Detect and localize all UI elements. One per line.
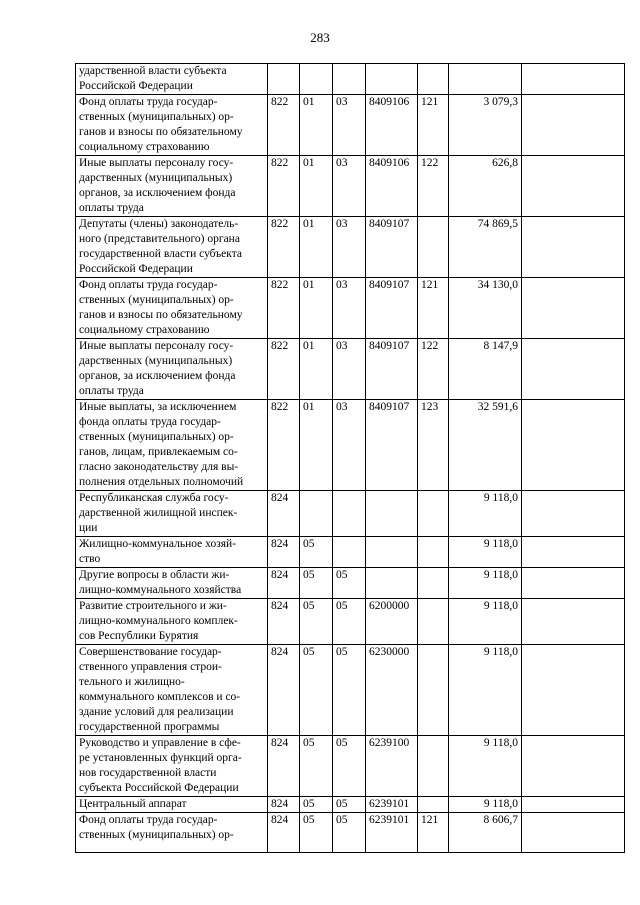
row-amount: 9 118,0 (449, 491, 522, 537)
row-name: Совершенствование государ- ственного управления строи- тельного и жилищно- коммунального комплексов и со- здание условий для реализации государственной программы (76, 645, 268, 736)
row-empty-cell (522, 568, 625, 599)
row-section-code: 05 (300, 813, 333, 853)
row-section-code: 05 (300, 599, 333, 645)
row-empty-cell (522, 217, 625, 278)
row-empty-cell (522, 736, 625, 797)
row-subsection-code: 05 (333, 599, 366, 645)
row-ministry-code: 824 (268, 813, 300, 853)
row-expense-type (418, 537, 449, 568)
row-empty-cell (522, 339, 625, 400)
row-ministry-code: 822 (268, 156, 300, 217)
row-target-code (366, 568, 418, 599)
row-subsection-code (333, 64, 366, 95)
row-ministry-code: 824 (268, 491, 300, 537)
row-amount: 8 147,9 (449, 339, 522, 400)
row-target-code: 6230000 (366, 645, 418, 736)
row-name: Другие вопросы в области жи- лищно-коммунального хозяйства (76, 568, 268, 599)
row-section-code: 01 (300, 217, 333, 278)
row-subsection-code: 05 (333, 645, 366, 736)
table-row (76, 797, 625, 813)
row-section-code: 05 (300, 736, 333, 797)
row-target-code: 6200000 (366, 599, 418, 645)
row-empty-cell (522, 813, 625, 853)
row-expense-type: 122 (418, 339, 449, 400)
row-ministry-code: 824 (268, 645, 300, 736)
row-section-code: 05 (300, 568, 333, 599)
row-target-code (366, 64, 418, 95)
row-amount: 9 118,0 (449, 599, 522, 645)
row-expense-type (418, 491, 449, 537)
table-row (76, 736, 625, 797)
row-subsection-code (333, 491, 366, 537)
row-ministry-code: 824 (268, 736, 300, 797)
row-amount: 74 869,5 (449, 217, 522, 278)
row-amount: 32 591,6 (449, 400, 522, 491)
row-amount: 8 606,7 (449, 813, 522, 853)
row-name: Фонд оплаты труда государ- ственных (муниципальных) ор- ганов и взносы по обязательному социальному страхованию (76, 95, 268, 156)
row-target-code: 8409107 (366, 339, 418, 400)
budget-table (75, 63, 625, 853)
table-row (76, 156, 625, 217)
row-subsection-code: 05 (333, 568, 366, 599)
row-subsection-code: 03 (333, 400, 366, 491)
table-row (76, 813, 625, 853)
row-section-code: 01 (300, 156, 333, 217)
row-section-code: 05 (300, 797, 333, 813)
row-empty-cell (522, 645, 625, 736)
page-number: 283 (310, 30, 330, 45)
row-empty-cell (522, 599, 625, 645)
row-empty-cell (522, 278, 625, 339)
row-expense-type: 121 (418, 95, 449, 156)
row-ministry-code: 824 (268, 537, 300, 568)
row-empty-cell (522, 95, 625, 156)
row-name: ударственной власти субъекта Российской Федерации (76, 64, 268, 95)
row-name: Иные выплаты персоналу госу- дарственных (муниципальных) органов, за исключением фонда оплаты труда (76, 156, 268, 217)
row-section-code: 01 (300, 400, 333, 491)
row-expense-type: 121 (418, 278, 449, 339)
table-row (76, 339, 625, 400)
row-empty-cell (522, 64, 625, 95)
row-target-code: 8409107 (366, 217, 418, 278)
table-row (76, 95, 625, 156)
row-ministry-code: 824 (268, 599, 300, 645)
row-amount: 9 118,0 (449, 568, 522, 599)
row-subsection-code: 03 (333, 339, 366, 400)
row-empty-cell (522, 156, 625, 217)
row-amount: 34 130,0 (449, 278, 522, 339)
row-section-code: 01 (300, 278, 333, 339)
table-row (76, 400, 625, 491)
row-target-code: 8409106 (366, 95, 418, 156)
row-ministry-code (268, 64, 300, 95)
row-expense-type (418, 797, 449, 813)
row-amount: 9 118,0 (449, 645, 522, 736)
row-ministry-code: 822 (268, 95, 300, 156)
table-row (76, 599, 625, 645)
table-row (76, 491, 625, 537)
row-ministry-code: 822 (268, 339, 300, 400)
row-section-code: 01 (300, 339, 333, 400)
table-row (76, 568, 625, 599)
row-name: Иные выплаты персоналу госу- дарственных (муниципальных) органов, за исключением фонда оплаты труда (76, 339, 268, 400)
row-ministry-code: 822 (268, 278, 300, 339)
row-ministry-code: 822 (268, 400, 300, 491)
row-target-code: 8409106 (366, 156, 418, 217)
row-ministry-code: 824 (268, 797, 300, 813)
row-empty-cell (522, 491, 625, 537)
row-expense-type (418, 64, 449, 95)
row-subsection-code (333, 537, 366, 568)
row-subsection-code: 05 (333, 797, 366, 813)
row-name: Центральный аппарат (76, 797, 268, 813)
table-row (76, 537, 625, 568)
row-name: Жилищно-коммунальное хозяй- ство (76, 537, 268, 568)
row-amount: 3 079,3 (449, 95, 522, 156)
row-expense-type: 121 (418, 813, 449, 853)
row-name: Депутаты (члены) законодатель- ного (представительного) органа государственной власти субъекта Российской Федерации (76, 217, 268, 278)
row-subsection-code: 03 (333, 156, 366, 217)
table-row (76, 645, 625, 736)
row-empty-cell (522, 797, 625, 813)
row-ministry-code: 822 (268, 217, 300, 278)
row-amount: 9 118,0 (449, 736, 522, 797)
row-section-code: 01 (300, 95, 333, 156)
row-subsection-code: 03 (333, 217, 366, 278)
row-amount: 9 118,0 (449, 537, 522, 568)
row-ministry-code: 824 (268, 568, 300, 599)
table-row (76, 278, 625, 339)
row-subsection-code: 03 (333, 278, 366, 339)
row-section-code (300, 491, 333, 537)
row-expense-type (418, 217, 449, 278)
row-target-code: 8409107 (366, 400, 418, 491)
row-target-code: 6239100 (366, 736, 418, 797)
row-empty-cell (522, 537, 625, 568)
row-name: Развитие строительного и жи- лищно-коммунального комплек- сов Республики Бурятия (76, 599, 268, 645)
row-target-code: 6239101 (366, 797, 418, 813)
row-expense-type (418, 736, 449, 797)
row-expense-type (418, 645, 449, 736)
row-name: Руководство и управление в сфе- ре установленных функций орга- нов государственной власти субъекта Российской Федерации (76, 736, 268, 797)
row-subsection-code: 03 (333, 95, 366, 156)
row-expense-type: 123 (418, 400, 449, 491)
row-name: Фонд оплаты труда государ- ственных (муниципальных) ор- (76, 813, 268, 853)
row-section-code: 05 (300, 645, 333, 736)
row-expense-type: 122 (418, 156, 449, 217)
row-target-code (366, 537, 418, 568)
table-row (76, 217, 625, 278)
row-subsection-code: 05 (333, 813, 366, 853)
row-target-code: 6239101 (366, 813, 418, 853)
row-name: Иные выплаты, за исключением фонда оплаты труда государ- ственных (муниципальных) ор- ганов, лицам, привлекаемым со- гласно законодательству для вы- полнения отдельных полномочий (76, 400, 268, 491)
row-name: Республиканская служба госу- дарственной жилищной инспек- ции (76, 491, 268, 537)
row-target-code: 8409107 (366, 278, 418, 339)
row-amount (449, 64, 522, 95)
row-amount: 9 118,0 (449, 797, 522, 813)
row-section-code (300, 64, 333, 95)
row-expense-type (418, 599, 449, 645)
row-amount: 626,8 (449, 156, 522, 217)
row-target-code (366, 491, 418, 537)
row-expense-type (418, 568, 449, 599)
row-subsection-code: 05 (333, 736, 366, 797)
table-body (76, 64, 625, 853)
row-section-code: 05 (300, 537, 333, 568)
table-row (76, 64, 625, 95)
row-name: Фонд оплаты труда государ- ственных (муниципальных) ор- ганов и взносы по обязательному социальному страхованию (76, 278, 268, 339)
row-empty-cell (522, 400, 625, 491)
